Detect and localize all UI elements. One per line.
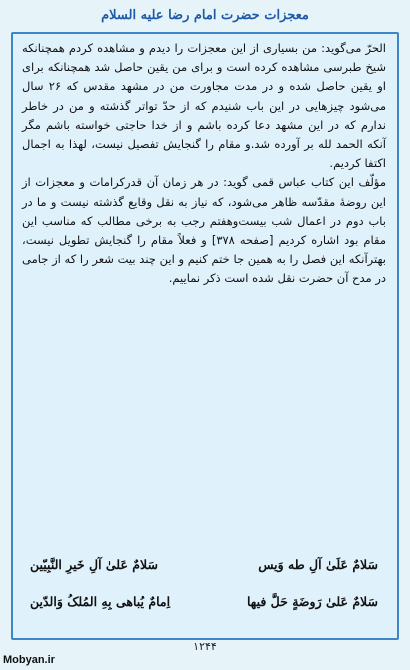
page-number: ۱۲۴۴ bbox=[193, 640, 217, 653]
poem-line-2-right: سَلامٌ عَلیٰ رَوضَةٍ حَلَّ فیها bbox=[247, 594, 378, 609]
poem-line-1 bbox=[22, 557, 386, 572]
body-text bbox=[22, 39, 386, 289]
paragraph-2: مؤلّف این کتاب عباس قمی گوید: در هر زمان آن قدرکرامات و معجزات از این روضهٔ مقدّسه ظاهر می‌شود، که نیاز به نقل وقایع گذشته نیست و ما در باب دوم در اعمال شب بیست‌وهفتم رجب به برخی مطالب که مناسب این مقام بود اشاره کردیم [صفحه ۳۷۸] و فعلاً مقام را گنجایش تطویل نیست، بهترآنکه این فصل را به همین جا ختم کنیم و این چند بیت شعر را که از جامی در مدح آن حضرت نقل شده است ذکر نماییم. bbox=[22, 175, 386, 286]
poem-line-2 bbox=[22, 594, 386, 609]
poem-line-1-left: سَلامٌ عَلیٰ آلِ خَیرِ النَّبِیّین bbox=[30, 557, 158, 572]
poem-line-1-right: سَلامٌ عَلَیٰ آلِ طه وَیس bbox=[258, 557, 378, 572]
poem-line-2-left: اِمامٌ یُباهی بِهِ المُلکُ وَالدّین bbox=[30, 594, 171, 609]
paragraph-1: الحرّ می‌گوید: من بسیاری از این معجزات را دیدم و مشاهده کردم همچنانکه شیخ طبرسی مشاهده کرده است و برای من یقین حاصل شد همچنانکه برای او یقین حاصل شده و در مدت مجاورت من در مشهد مقدس که ۲۶ سال می‌شود چیزهایی در این باب شنیدم که از حدّ تواتر گذشته و من در خاطر ندارم که در این مشهد دعا کرده باشم و از خدا حاجتی خواسته باشم مگر آنکه الحمد لله بر آورده شد.و مقام را گنجایش تفصیل نیست، لهذا به اجمال اکتفا کردیم. bbox=[22, 41, 387, 171]
site-watermark[interactable]: Mobyan.ir bbox=[3, 654, 55, 666]
page-header-title: معجزات حضرت امام رضا علیه السلام bbox=[101, 8, 309, 23]
